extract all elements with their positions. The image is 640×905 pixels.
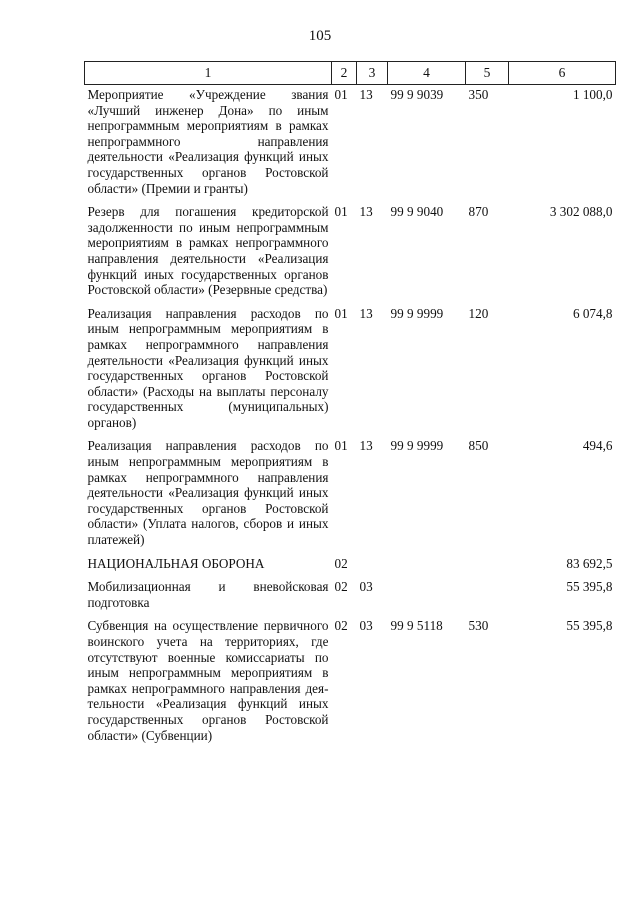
column-header: 2 [332, 62, 357, 85]
section-code-cell: 01 [334, 305, 348, 321]
expense-type-cell: 120 [468, 305, 489, 321]
amount-cell: 6 074,8 [572, 305, 613, 321]
expense-name-cell: Мобилизационная и вневойсковая подготовка [87, 579, 329, 610]
expense-name-cell: Реализация направления расходов по иным непрограммным мероприятиям в рамках непрограммного направления деятельности «Реализация функций иных государственных органов Ростовской области» (Расходы на выплаты персоналу государственных (муниципальных) органов) [87, 305, 329, 430]
expense-name-cell: Субвенция на осуществление первичного воинского учета на территориях, где отсутствуют военные комиссариаты по иным непрограммным мероприятиям в рамках непрограммного направления деятельности «Реализация функций иных государственных органов Ростовской области» (Субвенции) [87, 618, 329, 743]
table-body [85, 85, 616, 752]
amount-cell: 83 692,5 [566, 555, 613, 571]
budget-table [84, 61, 616, 751]
amount-cell: 55 395,8 [566, 579, 613, 595]
subsection-code-cell [357, 556, 388, 580]
column-header: 1 [85, 62, 332, 85]
table-row [85, 438, 616, 555]
expense-name-cell: Резерв для погашения кредиторской задолженности по иным непрограммным мероприятиям в рамках непрограммного направления деятельности «Реализация функций иных государственных органов Ростовской области» (Резервные средства) [87, 204, 329, 298]
expense-name-cell: Реализация направления расходов по иным непрограммным мероприятиям в рамках непрограммного направления деятельности «Реализация функций иных государственных органов Ростовской области» (Уплата налогов, сборов и иных платежей) [87, 438, 329, 548]
subsection-code-cell: 13 [359, 204, 373, 220]
expense-type-cell [466, 556, 509, 580]
target-article-cell: 99 9 9040 [390, 204, 444, 220]
subsection-code-cell: 03 [359, 579, 373, 595]
section-code-cell: 02 [334, 579, 348, 595]
amount-cell: 55 395,8 [566, 618, 613, 634]
target-article-cell: 99 9 5118 [390, 618, 443, 634]
table-row [85, 85, 616, 205]
table-row [85, 204, 616, 306]
expense-type-cell: 530 [468, 618, 489, 634]
column-number-row [85, 62, 616, 85]
target-article-cell: 99 9 9999 [390, 438, 444, 454]
subsection-code-cell: 13 [359, 87, 373, 102]
expense-type-cell [466, 579, 509, 618]
target-article-cell [388, 579, 466, 618]
expense-name-cell: НАЦИОНАЛЬНАЯ ОБОРОНА [87, 555, 265, 571]
section-code-cell: 01 [334, 204, 348, 220]
column-header: 3 [357, 62, 388, 85]
column-header: 6 [509, 62, 616, 85]
section-code-cell: 01 [334, 87, 348, 102]
section-code-cell: 01 [334, 438, 348, 454]
column-header: 4 [388, 62, 466, 85]
amount-cell: 3 302 088,0 [549, 204, 613, 220]
target-article-cell: 99 9 9999 [390, 305, 444, 321]
subsection-code-cell: 13 [359, 305, 373, 321]
subsection-code-cell: 03 [359, 618, 373, 634]
table-row [85, 556, 616, 580]
table-row [85, 306, 616, 439]
section-code-cell: 02 [334, 618, 348, 634]
target-article-cell [388, 556, 466, 580]
expense-name-cell: Мероприятие «Учреждение звания «Лучший инженер Дона» по иным непрограммным мероприятиям в рамках непрограммного направления деятельности «Реализация функций иных государственных органов Ростовской области» (Премии и гранты) [87, 87, 329, 196]
table-header [85, 62, 616, 85]
section-code-cell: 02 [334, 555, 348, 571]
column-header: 5 [466, 62, 509, 85]
table-row [85, 579, 616, 618]
page-number: 105 [308, 28, 332, 44]
subsection-code-cell: 13 [359, 438, 373, 454]
amount-cell: 1 100,0 [572, 87, 613, 102]
expense-type-cell: 870 [468, 204, 489, 220]
expense-type-cell: 350 [468, 87, 489, 102]
expense-type-cell: 850 [468, 438, 489, 454]
table-row [85, 618, 616, 751]
target-article-cell: 99 9 9039 [390, 87, 444, 102]
amount-cell: 494,6 [582, 438, 613, 454]
